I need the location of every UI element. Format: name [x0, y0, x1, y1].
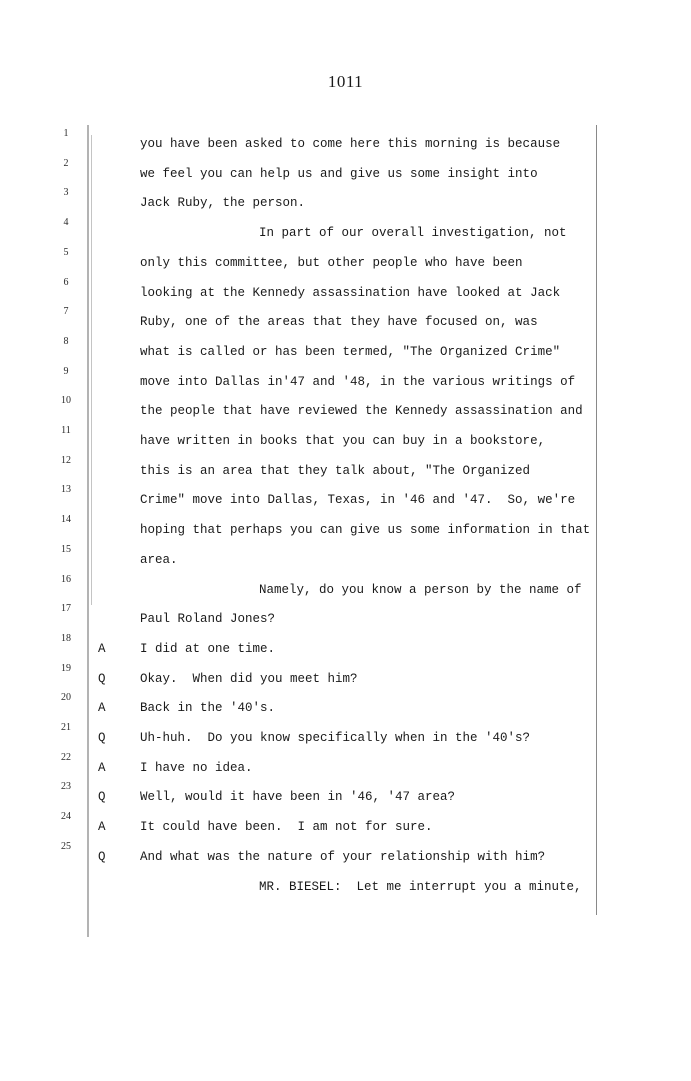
transcript-line	[0, 247, 691, 275]
transcript-line	[0, 841, 691, 869]
line-text: you have been asked to come here this morning is because	[140, 137, 561, 151]
transcript-line	[0, 455, 691, 483]
speaker-label: A	[98, 820, 106, 834]
transcript-line	[0, 781, 691, 809]
line-number: 1	[63, 128, 69, 139]
speaker-label: Q	[98, 731, 106, 745]
transcript-line	[0, 366, 691, 394]
line-number: 10	[61, 395, 71, 406]
line-text: Okay. When did you meet him?	[140, 672, 358, 686]
line-text: move into Dallas in'47 and '48, in the various writings of	[140, 375, 576, 389]
line-number: 7	[63, 306, 69, 317]
transcript-line	[0, 692, 691, 720]
line-text: Uh-huh. Do you know specifically when in the '40's?	[140, 731, 531, 745]
transcript-line	[0, 306, 691, 334]
line-text: only this committee, but other people who have been	[140, 256, 523, 270]
transcript-line	[0, 514, 691, 542]
transcript-line	[0, 336, 691, 364]
line-number: 25	[61, 841, 71, 852]
line-text: Namely, do you know a person by the name of	[259, 583, 582, 597]
line-text: what is called or has been termed, "The Organized Crime"	[140, 345, 561, 359]
page-number: 1011	[327, 72, 364, 91]
transcript-line	[0, 217, 691, 245]
line-number: 24	[61, 811, 71, 822]
line-text: MR. BIESEL: Let me interrupt you a minute,	[259, 880, 582, 894]
line-text: Back in the '40's.	[140, 701, 276, 715]
line-text: the people that have reviewed the Kennedy assassination and	[140, 404, 583, 418]
transcript-line	[0, 277, 691, 305]
line-number: 21	[61, 722, 71, 733]
transcript-line	[0, 722, 691, 750]
line-text: And what was the nature of your relationship with him?	[140, 850, 546, 864]
line-text: hoping that perhaps you can give us some information in that	[140, 523, 591, 537]
transcript-line	[0, 187, 691, 215]
transcript-line	[0, 484, 691, 512]
line-number: 19	[61, 663, 71, 674]
line-number: 18	[61, 633, 71, 644]
line-text: Jack Ruby, the person.	[140, 196, 306, 210]
transcript-line	[0, 395, 691, 423]
transcript-line	[0, 752, 691, 780]
line-number: 13	[61, 484, 71, 495]
line-text: I have no idea.	[140, 761, 253, 775]
line-number: 2	[63, 158, 69, 169]
transcript-line	[0, 663, 691, 691]
transcript-line	[0, 128, 691, 156]
line-number: 4	[63, 217, 69, 228]
line-number: 9	[63, 366, 69, 377]
speaker-label: A	[98, 642, 106, 656]
transcript-line	[0, 603, 691, 631]
transcript-line	[0, 574, 691, 602]
transcript-line	[0, 158, 691, 186]
line-number: 15	[61, 544, 71, 555]
transcript-line	[0, 544, 691, 572]
transcript-line	[0, 879, 691, 899]
speaker-label: A	[98, 701, 106, 715]
line-number: 14	[61, 514, 71, 525]
line-text: Well, would it have been in '46, '47 area?	[140, 790, 456, 804]
line-text: this is an area that they talk about, "The Organized	[140, 464, 531, 478]
speaker-label: Q	[98, 672, 106, 686]
line-number: 8	[63, 336, 69, 347]
line-text: Ruby, one of the areas that they have focused on, was	[140, 315, 538, 329]
speaker-label: Q	[98, 850, 106, 864]
line-number: 20	[61, 692, 71, 703]
line-text: In part of our overall investigation, not	[259, 226, 567, 240]
line-text: area.	[140, 553, 178, 567]
line-number: 16	[61, 574, 71, 585]
line-number: 6	[63, 277, 69, 288]
line-number: 3	[63, 187, 69, 198]
line-number: 11	[61, 425, 71, 436]
line-text: I did at one time.	[140, 642, 276, 656]
line-text: Crime" move into Dallas, Texas, in '46 and '47. So, we're	[140, 493, 576, 507]
speaker-label: Q	[98, 790, 106, 804]
speaker-label: A	[98, 761, 106, 775]
transcript-line	[0, 425, 691, 453]
line-number: 22	[61, 752, 71, 763]
line-number: 17	[61, 603, 71, 614]
line-text: we feel you can help us and give us some insight into	[140, 167, 538, 181]
line-text: Paul Roland Jones?	[140, 612, 276, 626]
line-text: looking at the Kennedy assassination have looked at Jack	[140, 286, 561, 300]
line-number: 23	[61, 781, 71, 792]
line-number: 5	[63, 247, 69, 258]
transcript-line	[0, 633, 691, 661]
line-text: have written in books that you can buy in a bookstore,	[140, 434, 546, 448]
line-text: It could have been. I am not for sure.	[140, 820, 433, 834]
line-number: 12	[61, 455, 71, 466]
transcript-line	[0, 811, 691, 839]
